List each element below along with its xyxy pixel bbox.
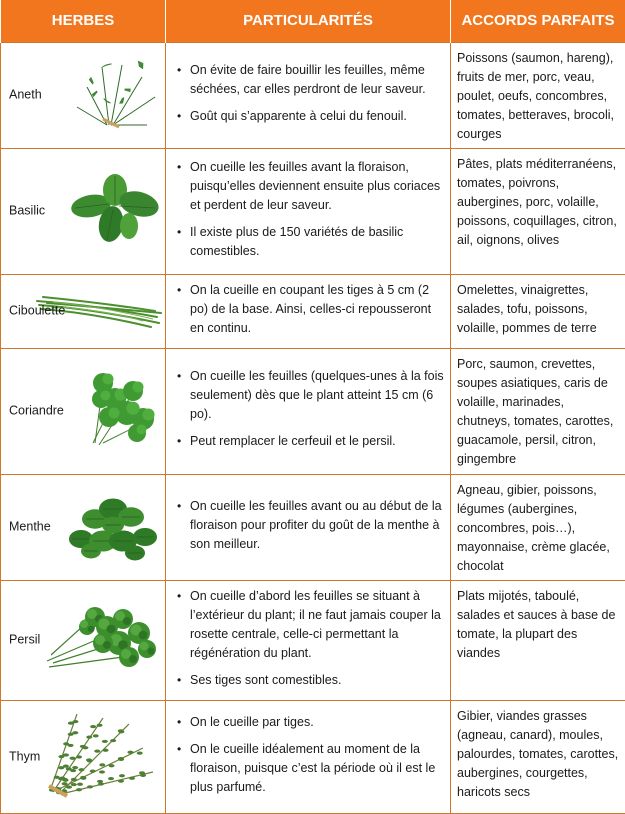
- note-item: • On cueille les feuilles avant la floraison, puisqu’elles deviennent ensuite plus coriaces et perdent de leur saveur.: [190, 158, 444, 215]
- table-row-ciboulette: [1, 274, 625, 348]
- note-item: • On évite de faire bouillir les feuilles, même séchées, car elles perdront de leur saveur.: [190, 61, 444, 99]
- herb-cell: [1, 42, 166, 148]
- mint-icon: [63, 479, 163, 575]
- dill-icon: [67, 47, 163, 143]
- herb-cell: [1, 274, 166, 348]
- pairings-cell: [451, 474, 625, 580]
- pairings-text: Agneau, gibier, poissons, légumes (aubergines, concombres, pois…), mayonnaise, crème glacée, chocolat: [457, 477, 619, 576]
- note-item: • Ses tiges sont comestibles.: [190, 671, 444, 690]
- note-item: • On cueille les feuilles avant ou au début de la floraison pour profiter du goût de la menthe à son meilleur.: [190, 497, 444, 554]
- herb-cell: [1, 148, 166, 274]
- herb-name: Coriandre: [9, 402, 64, 421]
- note-item: • On le cueille par tiges.: [190, 713, 444, 732]
- table-row-coriandre: [1, 348, 625, 474]
- note-item: • On cueille les feuilles (quelques-unes à la fois seulement) dès que le plant atteint 15 cm (6 po).: [190, 367, 444, 424]
- pairings-text: Poissons (saumon, hareng), fruits de mer, porc, veau, poulet, oeufs, concombres, tomates, betteraves, brocoli, courges: [457, 45, 619, 144]
- pairings-cell: [451, 42, 625, 148]
- note-item: • On cueille d’abord les feuilles se situant à l’extérieur du plant; il ne faut jamais couper la rosette centrale, celle-ci permettant la régénération du plant.: [190, 587, 444, 663]
- table-row-basilic: [1, 148, 625, 274]
- herb-name: Persil: [9, 631, 40, 650]
- particularities-cell: [166, 700, 451, 813]
- notes-list: [174, 367, 444, 451]
- header-particularities: PARTICULARITÉS: [166, 0, 451, 42]
- basil-icon: [67, 168, 163, 254]
- herb-name: Aneth: [9, 86, 42, 105]
- thyme-icon: [33, 704, 163, 810]
- herb-cell: [1, 474, 166, 580]
- header-row: [1, 0, 625, 42]
- note-item: • Peut remplacer le cerfeuil et le persil.: [190, 432, 444, 451]
- particularities-cell: [166, 274, 451, 348]
- pairings-text: Plats mijotés, taboulé, salades et sauces à base de tomate, la plupart des viandes: [457, 583, 619, 663]
- particularities-cell: [166, 148, 451, 274]
- header-herbs: HERBES: [1, 0, 166, 42]
- herb-cell: [1, 700, 166, 813]
- pairings-text: Omelettes, vinaigrettes, salades, tofu, poissons, volaille, pommes de terre: [457, 277, 619, 338]
- herb-name: Ciboulette: [9, 302, 65, 321]
- herb-cell: [1, 348, 166, 474]
- herb-name: Menthe: [9, 518, 51, 537]
- table-row-thym: [1, 700, 625, 813]
- note-item: • On la cueille en coupant les tiges à 5 cm (2 po) de la base. Ainsi, celles-ci repousseront en continu.: [190, 281, 444, 338]
- table-row-aneth: [1, 42, 625, 148]
- herb-name: Thym: [9, 747, 40, 766]
- particularities-cell: [166, 348, 451, 474]
- pairings-cell: [451, 580, 625, 700]
- pairings-cell: [451, 348, 625, 474]
- pairings-text: Porc, saumon, crevettes, soupes asiatiques, caris de volaille, marinades, chutneys, tomates, carottes, guacamole, persil, citron, gingembre: [457, 351, 619, 469]
- pairings-cell: [451, 274, 625, 348]
- note-item: • Il existe plus de 150 variétés de basilic comestibles.: [190, 223, 444, 261]
- note-item: • On le cueille idéalement au moment de la floraison, puisque c’est la période où il est le plus parfumé.: [190, 740, 444, 797]
- herb-name: Basilic: [9, 202, 45, 221]
- notes-list: [174, 497, 444, 554]
- particularities-cell: [166, 580, 451, 700]
- particularities-cell: [166, 474, 451, 580]
- pairings-cell: [451, 148, 625, 274]
- particularities-cell: [166, 42, 451, 148]
- table-row-persil: [1, 580, 625, 700]
- table-row-menthe: [1, 474, 625, 580]
- coriander-icon: [73, 363, 163, 459]
- pairings-cell: [451, 700, 625, 813]
- notes-list: [174, 61, 444, 126]
- notes-list: [174, 158, 444, 261]
- note-item: • Goût qui s’apparente à celui du fenouil.: [190, 107, 444, 126]
- notes-list: [174, 281, 444, 338]
- notes-list: [174, 713, 444, 797]
- notes-list: [174, 587, 444, 690]
- pairings-text: Gibier, viandes grasses (agneau, canard), moules, palourdes, tomates, carottes, aubergines, courgettes, haricots secs: [457, 703, 619, 802]
- herb-cell: [1, 580, 166, 700]
- header-pairings: ACCORDS PARFAITS: [451, 0, 625, 42]
- parsley-icon: [43, 597, 163, 683]
- pairings-text: Pâtes, plats méditerranéens, tomates, poivrons, aubergines, porc, volaille, poissons, coquillages, citron, ail, oignons, olives: [457, 151, 619, 250]
